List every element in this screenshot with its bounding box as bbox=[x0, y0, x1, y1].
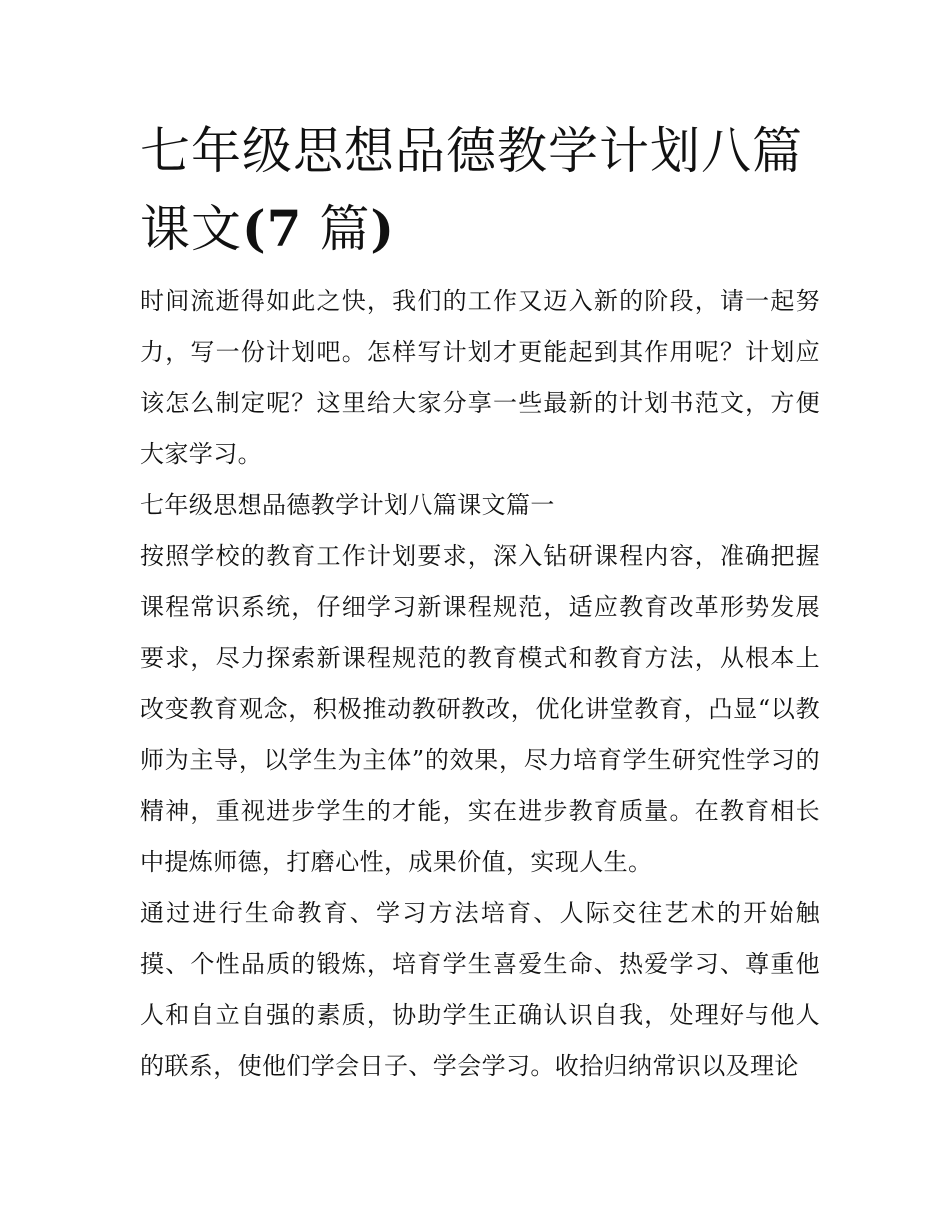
body-paragraph: 按照学校的教育工作计划要求，深入钻研课程内容，准确把握课程常识系统，仔细学习新课程规范，适应教育改革形势发展要求，尽力探索新课程规范的教育模式和教育方法，从根本上改变教育观念，积极推动教研教改，优化讲堂教育，凸显“以教师为主导，以学生为主体”的效果，尽力培育学生研究性学习的精神，重视进步学生的才能，实在进步教育质量。在教育相长中提炼师德，打磨心性，成果价值，实现人生。 bbox=[140, 542, 820, 876]
title-line-2-bold: (7 bbox=[242, 199, 303, 258]
title-line-2-end: ) bbox=[370, 199, 396, 258]
document-title bbox=[140, 112, 820, 268]
intro-paragraph: 时间流逝得如此之快，我们的工作又迈入新的阶段，请一起努力，写一份计划吧。怎样写计划才更能起到其作用呢？计划应该怎么制定呢？这里给大家分享一些最新的计划书范文，方便大家学习。 bbox=[140, 287, 820, 468]
title-line-1: 七年级思想品德教学计划八篇 bbox=[140, 122, 803, 180]
title-line-2-mid: 篇 bbox=[302, 200, 371, 258]
document-body bbox=[140, 276, 820, 1092]
section-heading: 七年级思想品德教学计划八篇课文篇一 bbox=[140, 491, 555, 519]
body-paragraph: 通过进行生命教育、学习方法培育、人际交往艺术的开始触摸、个性品质的锻炼，培育学生喜爱生命、热爱学习、尊重他人和自立自强的素质，协助学生正确认识自我，处理好与他人的联系，使他们学会日子、学会学习。收拾归纳常识以及理论 bbox=[140, 899, 820, 1080]
title-line-2-prefix: 课文 bbox=[140, 200, 242, 258]
